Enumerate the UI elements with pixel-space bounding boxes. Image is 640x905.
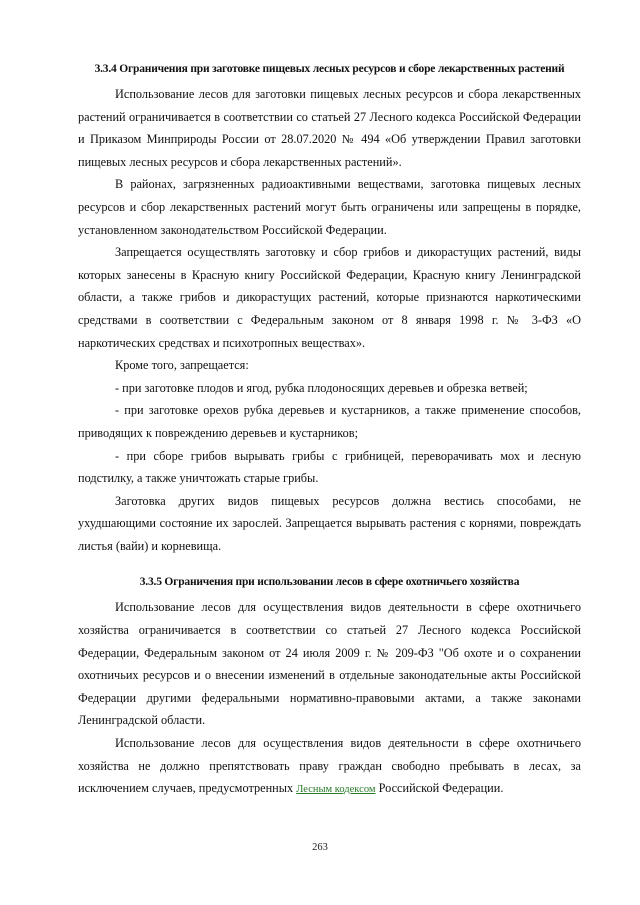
paragraph: Использование лесов для осуществления видов деятельности в сфере охотничьего хозяйства ограничивается в соответствии со статьей 27 Лесного кодекса Российской Федерации, Федеральным законом от 24 июля 2009 г. № 209-ФЗ "Об охоте и о сохранении охотничьих ресурсов и о внесении изменений в отдельные законодательные акты Российской Федерации другими федеральными нормативно-правовыми актами, а также законами Ленинградской области.	[78, 600, 581, 728]
page-number: 263	[312, 842, 328, 853]
paragraph-text-before-link: Использование лесов для осуществления видов деятельности в сфере охотничьего хозяйства не должно препятствовать праву граждан свободно пребывать в лесах, за исключением случаев, предусмотренных	[78, 736, 581, 796]
paragraph: Использование лесов для заготовки пищевых лесных ресурсов и сбора лекарственных растений ограничивается в соответствии со статьей 27 Лесного кодекса Российской Федерации и Приказом Минприроды России от 28.07.2020 № 494 «Об утверждении Правил заготовки пищевых лесных ресурсов и сбора лекарственных растений».	[78, 87, 581, 169]
list-item: - при заготовке плодов и ягод, рубка плодоносящих деревьев и обрезка ветвей;	[115, 380, 528, 395]
section-heading-3-3-4: 3.3.4 Ограничения при заготовке пищевых лесных ресурсов и сборе лекарственных растений	[94, 63, 565, 75]
paragraph-text-after-link: Российской Федерации.	[375, 781, 504, 796]
paragraph-with-link	[78, 732, 581, 802]
paragraph: Заготовка других видов пищевых ресурсов должна вестись способами, не ухудшающими состояние их зарослей. Запрещается вырывать растения с корнями, повреждать листья (вайи) и корневища.	[78, 493, 581, 553]
forest-code-link[interactable]: Лесным кодексом	[296, 784, 376, 796]
paragraph: В районах, загрязненных радиоактивными веществами, заготовка пищевых лесных ресурсов и сбор лекарственных растений могут быть ограничены или запрещены в порядке, установленном законодательством Российской Федерации.	[78, 177, 581, 237]
section-heading-3-3-5: 3.3.5 Ограничения при использовании лесов в сфере охотничьего хозяйства	[139, 576, 520, 589]
page-content	[78, 62, 581, 802]
list-item: - при сборе грибов вырывать грибы с грибницей, переворачивать мох и лесную подстилку, а также уничтожать старые грибы.	[78, 448, 581, 486]
paragraph: Кроме того, запрещается:	[115, 358, 249, 373]
paragraph: Запрещается осуществлять заготовку и сбор грибов и дикорастущих растений, виды которых занесены в Красную книгу Российской Федерации, Красную книгу Ленинградской области, а также грибов и дикорастущих растений, которые признаются наркотическими средствами в соответствии с Федеральным законом от 8 января 1998 г. № 3-ФЗ «О наркотических средствах и психотропных веществах».	[78, 245, 581, 350]
list-item: - при заготовке орехов рубка деревьев и кустарников, а также применение способов, приводящих к повреждению деревьев и кустарников;	[78, 403, 581, 440]
